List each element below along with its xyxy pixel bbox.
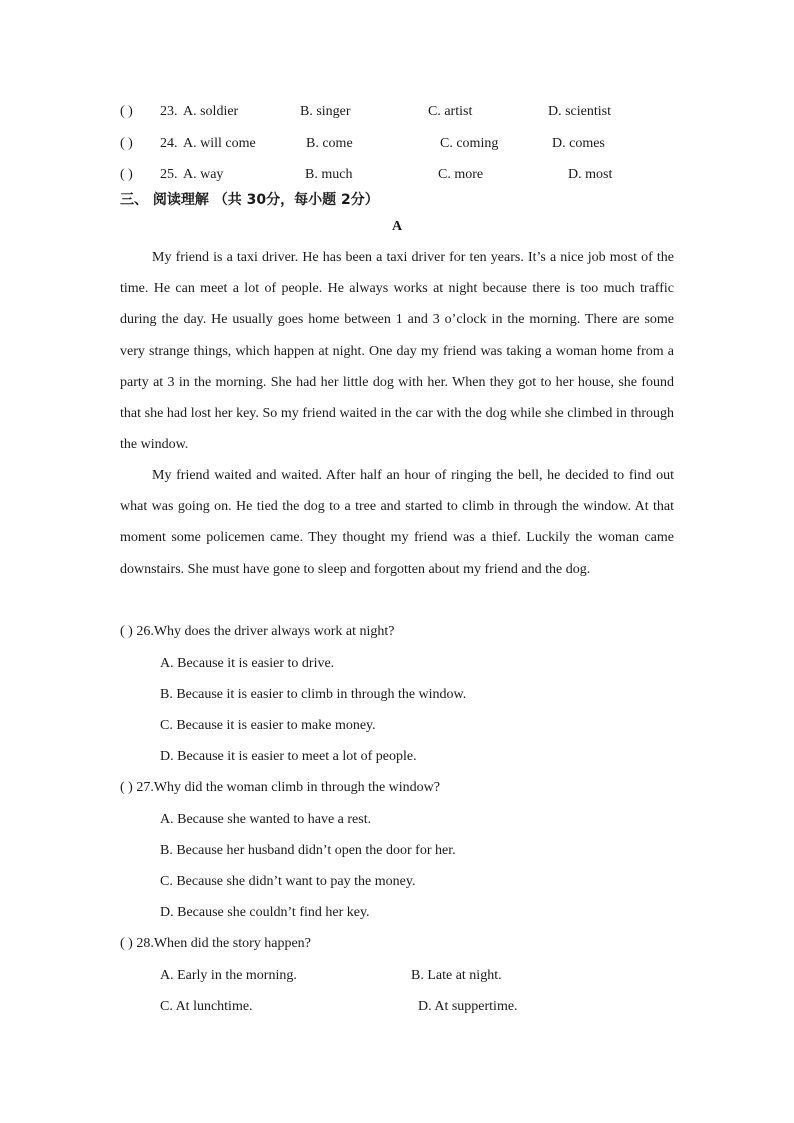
item-number: 25. xyxy=(160,167,178,182)
mc-item-24 xyxy=(120,136,680,152)
passage-paragraph-1: My friend is a taxi driver. He has been a taxi driver for ten years. It’s a nice job most of the time. He can meet a lot of people. He always works at night because there is too much traffic during the day. He usually goes home between 1 and 3 o’clock in the morning. There are some very strange things, which happen at night. One day my friend was taking a woman home from a party at 3 in the morning. She had her little dog with her. When they got to her house, she found that she had lost her key. So my friend waited in the car with the dog while she climbed in through the window. xyxy=(120,250,674,453)
passage-paragraph-2: My friend waited and waited. After half an hour of ringing the bell, he decided to find out what was going on. He tied the dog to a tree and started to climb in through the window. At that moment some policemen came. They thought my friend was a thief. Luckily the woman came downstairs. She must have gone to sleep and forgotten about my friend and the dog. xyxy=(120,468,674,577)
question-27: ( ) 27.Why did the woman climb in through the window? xyxy=(120,780,440,795)
q28-option-c: C. At lunchtime. xyxy=(160,999,253,1014)
q28-option-d: D. At suppertime. xyxy=(418,999,518,1014)
option-b: B. singer xyxy=(300,104,351,119)
q27-option-d: D. Because she couldn’t find her key. xyxy=(160,905,370,920)
answer-paren: ( ) xyxy=(120,136,133,151)
q27-option-b: B. Because her husband didn’t open the door for her. xyxy=(160,843,456,858)
option-a: A. way xyxy=(183,167,224,182)
section-title: 三、 阅读理解 （共 30分，每小题 2分） xyxy=(120,192,379,208)
option-d: D. most xyxy=(568,167,613,182)
mc-item-25 xyxy=(120,167,680,183)
answer-paren: ( ) xyxy=(120,104,133,119)
q26-option-a: A. Because it is easier to drive. xyxy=(160,656,335,671)
q27-option-c: C. Because she didn’t want to pay the money. xyxy=(160,874,416,889)
mc-item-23 xyxy=(120,104,680,120)
q26-option-b: B. Because it is easier to climb in through the window. xyxy=(160,687,467,702)
question-26: ( ) 26.Why does the driver always work at night? xyxy=(120,624,395,639)
q26-option-c: C. Because it is easier to make money. xyxy=(160,718,376,733)
item-number: 23. xyxy=(160,104,178,119)
option-d: D. comes xyxy=(552,136,605,151)
q27-option-a: A. Because she wanted to have a rest. xyxy=(160,812,372,827)
question-28: ( ) 28.When did the story happen? xyxy=(120,936,311,951)
q28-option-a: A. Early in the morning. xyxy=(160,968,297,983)
q26-option-d: D. Because it is easier to meet a lot of people. xyxy=(160,749,417,764)
option-b: B. come xyxy=(306,136,353,151)
option-c: C. coming xyxy=(440,136,499,151)
answer-paren: ( ) xyxy=(120,167,133,182)
item-number: 24. xyxy=(160,136,178,151)
option-a: A. will come xyxy=(183,136,256,151)
option-d: D. scientist xyxy=(548,104,611,119)
passage-label: A xyxy=(391,219,403,234)
option-c: C. more xyxy=(438,167,484,182)
q28-option-b: B. Late at night. xyxy=(411,968,502,983)
option-a: A. soldier xyxy=(183,104,239,119)
option-c: C. artist xyxy=(428,104,473,119)
option-b: B. much xyxy=(305,167,353,182)
